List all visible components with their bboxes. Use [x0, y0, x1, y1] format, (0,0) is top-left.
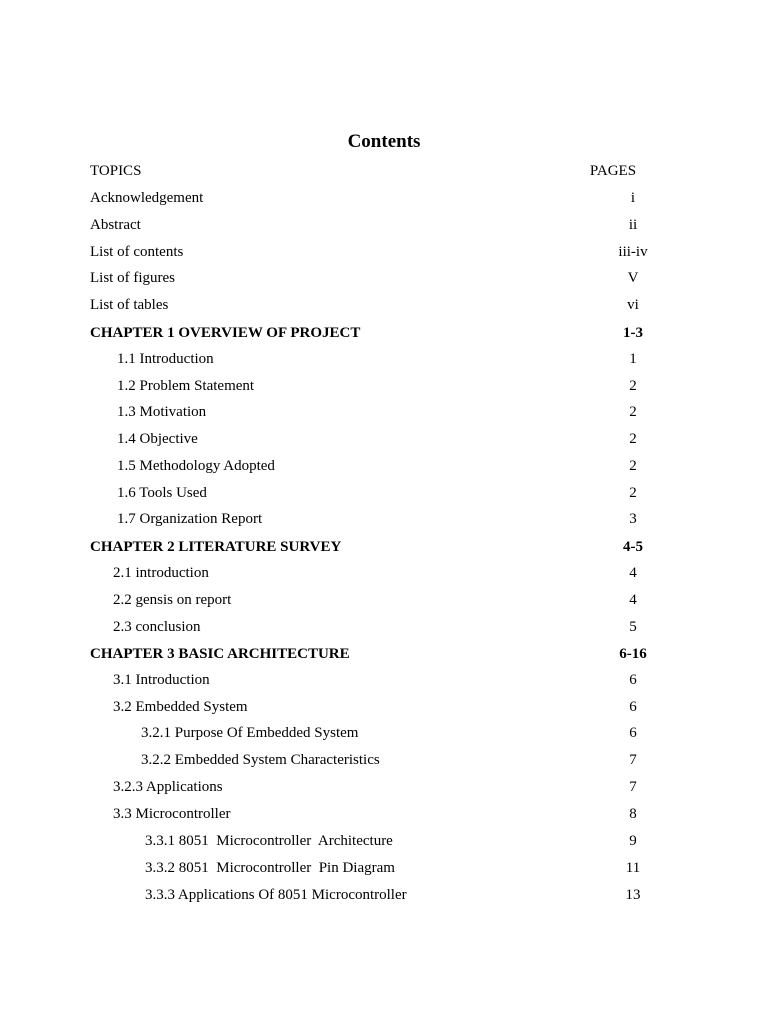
toc-chapter-entry — [0, 323, 768, 343]
toc-entry — [0, 750, 768, 770]
toc-entry-page: 7 — [629, 779, 637, 795]
toc-entry-topic: 3.3.2 8051 Microcontroller Pin Diagram — [145, 860, 395, 876]
toc-entry-page: 2 — [629, 378, 637, 394]
toc-entry-topic: List of tables — [90, 297, 169, 313]
toc-entry-topic: 3.1 Introduction — [113, 672, 210, 688]
toc-entry-topic: CHAPTER 3 BASIC ARCHITECTURE — [90, 646, 350, 662]
toc-entry-topic: 1.5 Methodology Adopted — [117, 458, 275, 474]
toc-entry-topic: Acknowledgement — [90, 190, 204, 206]
toc-entry — [0, 402, 768, 422]
toc-entry-page: i — [630, 190, 636, 206]
toc-entry-topic: 2.3 conclusion — [113, 619, 201, 635]
toc-entry-topic: 3.3.1 8051 Microcontroller Architecture — [145, 833, 393, 849]
toc-entry-topic: 2.2 gensis on report — [113, 592, 232, 608]
toc-entry-topic: List of figures — [90, 270, 175, 286]
toc-entry — [0, 777, 768, 797]
toc-entry-topic: 3.2 Embedded System — [113, 699, 248, 715]
toc-entry — [0, 483, 768, 503]
toc-entry-topic: 1.6 Tools Used — [117, 485, 207, 501]
topics-column-header: TOPICS — [90, 163, 142, 179]
toc-entry — [0, 376, 768, 396]
toc-entry-topic: Abstract — [90, 217, 141, 233]
toc-entry-page: 4 — [629, 565, 637, 581]
toc-entry-page: 6 — [629, 672, 637, 688]
toc-entry — [0, 429, 768, 449]
toc-entry-page: 5 — [629, 619, 637, 635]
toc-entry-page: 6-16 — [619, 646, 647, 662]
toc-entry — [0, 563, 768, 583]
toc-header-row — [0, 161, 768, 181]
toc-entry — [0, 590, 768, 610]
toc-entry — [0, 670, 768, 690]
toc-entry — [0, 697, 768, 717]
toc-entry-page: 1-3 — [623, 325, 643, 341]
toc-entry-topic: 1.7 Organization Report — [117, 511, 263, 527]
toc-entry — [0, 188, 768, 208]
pages-column-header: PAGES — [589, 163, 637, 179]
toc-entry-topic: 2.1 introduction — [113, 565, 209, 581]
toc-entry-page: 4-5 — [623, 539, 643, 555]
toc-entry-page: 3 — [629, 511, 637, 527]
toc-entry-page: 2 — [629, 431, 637, 447]
toc-entry-topic: 3.3.3 Applications Of 8051 Microcontroller — [145, 887, 407, 903]
toc-entry-page: 2 — [629, 458, 637, 474]
toc-entry — [0, 456, 768, 476]
toc-entry — [0, 242, 768, 262]
toc-entry-page: V — [627, 270, 639, 286]
toc-entry-page: 7 — [629, 752, 637, 768]
toc-entry — [0, 295, 768, 315]
toc-entry-page: 6 — [629, 699, 637, 715]
toc-entry — [0, 268, 768, 288]
toc-entry-page: vi — [627, 297, 639, 313]
toc-entry-page: 13 — [625, 887, 641, 903]
toc-chapter-entry — [0, 537, 768, 557]
toc-entry-topic: 1.3 Motivation — [117, 404, 207, 420]
toc-chapter-entry — [0, 644, 768, 664]
toc-entry-page: 4 — [629, 592, 637, 608]
toc-entry — [0, 831, 768, 851]
toc-entry — [0, 723, 768, 743]
toc-entry-topic: 1.2 Problem Statement — [117, 378, 255, 394]
toc-entry-topic: 3.2.3 Applications — [113, 779, 223, 795]
toc-entry-page: 9 — [629, 833, 637, 849]
toc-entry — [0, 215, 768, 235]
toc-entry-page: 6 — [629, 725, 637, 741]
page-title: Contents — [347, 131, 421, 152]
toc-entry — [0, 349, 768, 369]
toc-entry — [0, 804, 768, 824]
toc-entry-page: 2 — [629, 485, 637, 501]
toc-entry-page: 2 — [629, 404, 637, 420]
toc-entry-page: ii — [628, 217, 638, 233]
toc-entry-topic: 3.3 Microcontroller — [113, 806, 231, 822]
toc-entry-topic: 1.1 Introduction — [117, 351, 214, 367]
toc-entry-topic: List of contents — [90, 244, 184, 260]
toc-entry — [0, 858, 768, 878]
toc-entry-page: iii-iv — [618, 244, 648, 260]
toc-entry-page: 8 — [629, 806, 637, 822]
toc-entry-page: 1 — [629, 351, 637, 367]
toc-entry — [0, 617, 768, 637]
toc-entry-topic: CHAPTER 1 OVERVIEW OF PROJECT — [90, 325, 361, 341]
toc-entry-topic: 3.2.2 Embedded System Characteristics — [141, 752, 380, 768]
toc-entry-topic: 3.2.1 Purpose Of Embedded System — [141, 725, 359, 741]
toc-entry — [0, 885, 768, 905]
toc-entry — [0, 509, 768, 529]
toc-entry-topic: CHAPTER 2 LITERATURE SURVEY — [90, 539, 342, 555]
toc-entry-page: 11 — [625, 860, 641, 876]
toc-entry-topic: 1.4 Objective — [117, 431, 198, 447]
